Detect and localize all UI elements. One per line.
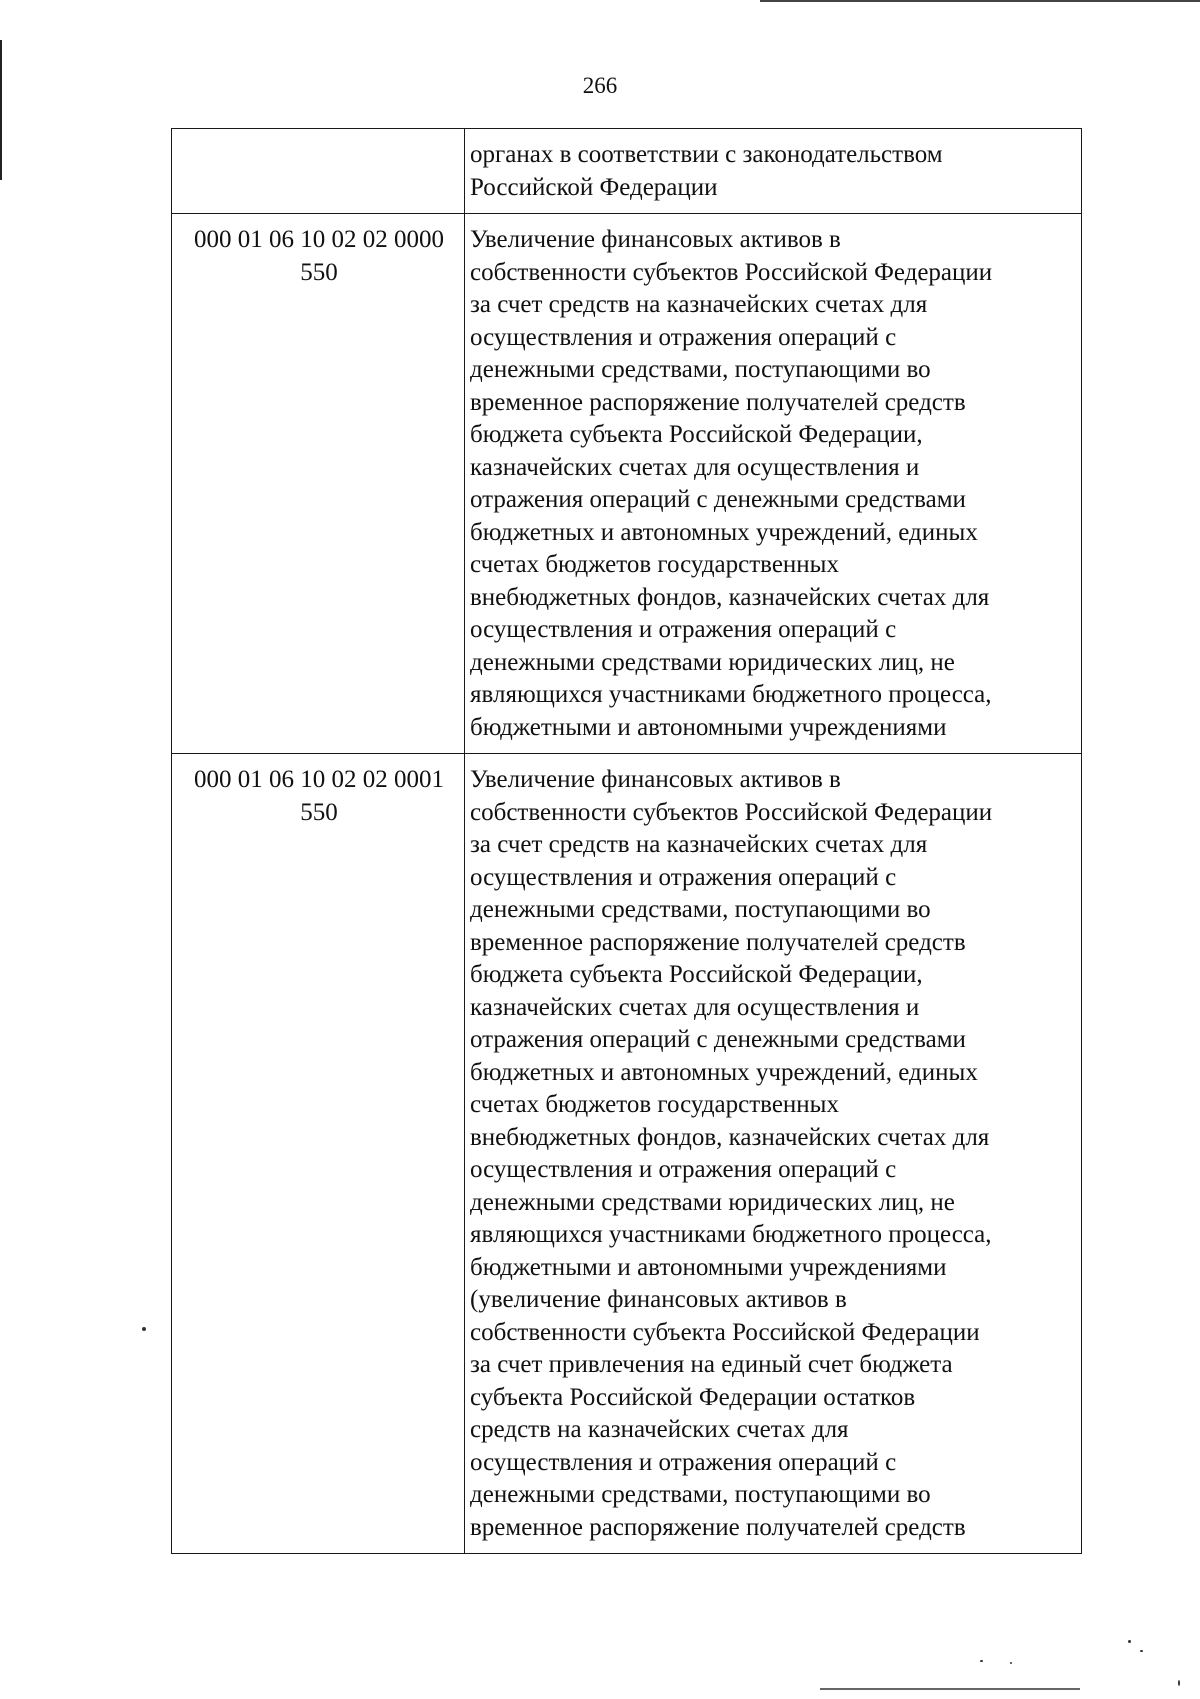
- description-line: денежными средствами, поступающими во: [470, 1481, 931, 1508]
- table-row: [172, 129, 1082, 214]
- description-line: временное распоряжение получателей средств: [470, 928, 966, 956]
- scan-speck: [1178, 1680, 1180, 1686]
- description-line: за счет привлечения на единый счет бюджета: [470, 1351, 953, 1378]
- description-line: денежными средствами юридических лиц, не: [470, 1188, 955, 1216]
- description-line: являющихся участниками бюджетного процесса,: [470, 1221, 992, 1248]
- description-line: Российской Федерации: [470, 173, 718, 201]
- description-line: осуществления и отражения операций с: [470, 863, 897, 891]
- description-line: за счет средств на казначейских счетах для: [470, 831, 928, 858]
- budget-code-text: 000 01 06 10 02 02 0000: [194, 226, 444, 253]
- description-line: субъекта Российской Федерации остатков: [470, 1383, 916, 1411]
- code-cell: [172, 129, 465, 214]
- description-line: бюджетных и автономных учреждений, единых: [470, 1058, 978, 1086]
- description-line: бюджета субъекта Российской Федерации,: [470, 961, 923, 988]
- description-line: временное распоряжение получателей средств: [470, 388, 966, 416]
- description-line: Увеличение финансовых активов в: [470, 766, 841, 793]
- description-line: осуществления и отражения операций с: [470, 1156, 897, 1183]
- description-line: денежными средствами, поступающими во: [470, 896, 931, 923]
- description-line: счетах бюджетов государственных: [470, 1091, 839, 1118]
- description-line: бюджетных и автономных учреждений, единых: [470, 518, 978, 546]
- description-line: Увеличение финансовых активов в: [470, 226, 841, 253]
- description-line: органах в соответствии с законодательством: [470, 141, 943, 168]
- description-line: осуществления и отражения операций с: [470, 616, 897, 643]
- scan-speck: [142, 1327, 146, 1331]
- budget-code-text: 550: [300, 258, 338, 286]
- scan-speck: [1010, 1662, 1012, 1664]
- page-number: 266: [582, 73, 618, 98]
- scan-edge-mark: [0, 40, 2, 180]
- description-line: являющихся участниками бюджетного процесса,: [470, 681, 992, 708]
- description-line: денежными средствами юридических лиц, не: [470, 648, 955, 676]
- budget-code-text: 550: [300, 798, 338, 826]
- scan-speck: [1128, 1640, 1131, 1643]
- description-line: осуществления и отражения операций с: [470, 323, 897, 351]
- description-line: временное распоряжение получателей средств: [470, 1513, 966, 1541]
- description-line: (увеличение финансовых активов в: [470, 1286, 847, 1313]
- description-line: бюджетными и автономными учреждениями: [470, 1253, 947, 1281]
- description-line: собственности субъекта Российской Федерации: [470, 1318, 980, 1346]
- table-row: [172, 214, 1082, 754]
- budget-code-table: [171, 128, 1082, 1554]
- description-line: собственности субъектов Российской Федерации: [470, 798, 993, 826]
- code-cell: [172, 214, 465, 754]
- scan-edge-mark: [820, 1688, 1080, 1690]
- description-line: казначейских счетах для осуществления и: [470, 993, 920, 1021]
- budget-code-text: 000 01 06 10 02 02 0001: [194, 766, 444, 793]
- table-row: [172, 754, 1082, 1554]
- description-line: денежными средствами, поступающими во: [470, 356, 931, 383]
- scan-speck: [1140, 1650, 1143, 1652]
- description-line: отражения операций с денежными средствами: [470, 486, 966, 513]
- description-line: за счет средств на казначейских счетах для: [470, 291, 928, 318]
- description-line: отражения операций с денежными средствами: [470, 1026, 966, 1053]
- description-cell: [465, 214, 1082, 754]
- description-line: бюджетными и автономными учреждениями: [470, 713, 947, 741]
- code-cell: [172, 754, 465, 1554]
- scan-speck: [980, 1660, 983, 1662]
- description-line: внебюджетных фондов, казначейских счетах для: [470, 583, 990, 611]
- description-line: внебюджетных фондов, казначейских счетах для: [470, 1123, 990, 1151]
- description-line: собственности субъектов Российской Федерации: [470, 258, 993, 286]
- scan-edge-mark: [760, 0, 1200, 2]
- description-line: осуществления и отражения операций с: [470, 1448, 897, 1476]
- description-line: бюджета субъекта Российской Федерации,: [470, 421, 923, 448]
- description-cell: [465, 754, 1082, 1554]
- description-cell: [465, 129, 1082, 214]
- description-line: счетах бюджетов государственных: [470, 551, 839, 578]
- description-line: средств на казначейских счетах для: [470, 1416, 849, 1443]
- description-line: казначейских счетах для осуществления и: [470, 453, 920, 481]
